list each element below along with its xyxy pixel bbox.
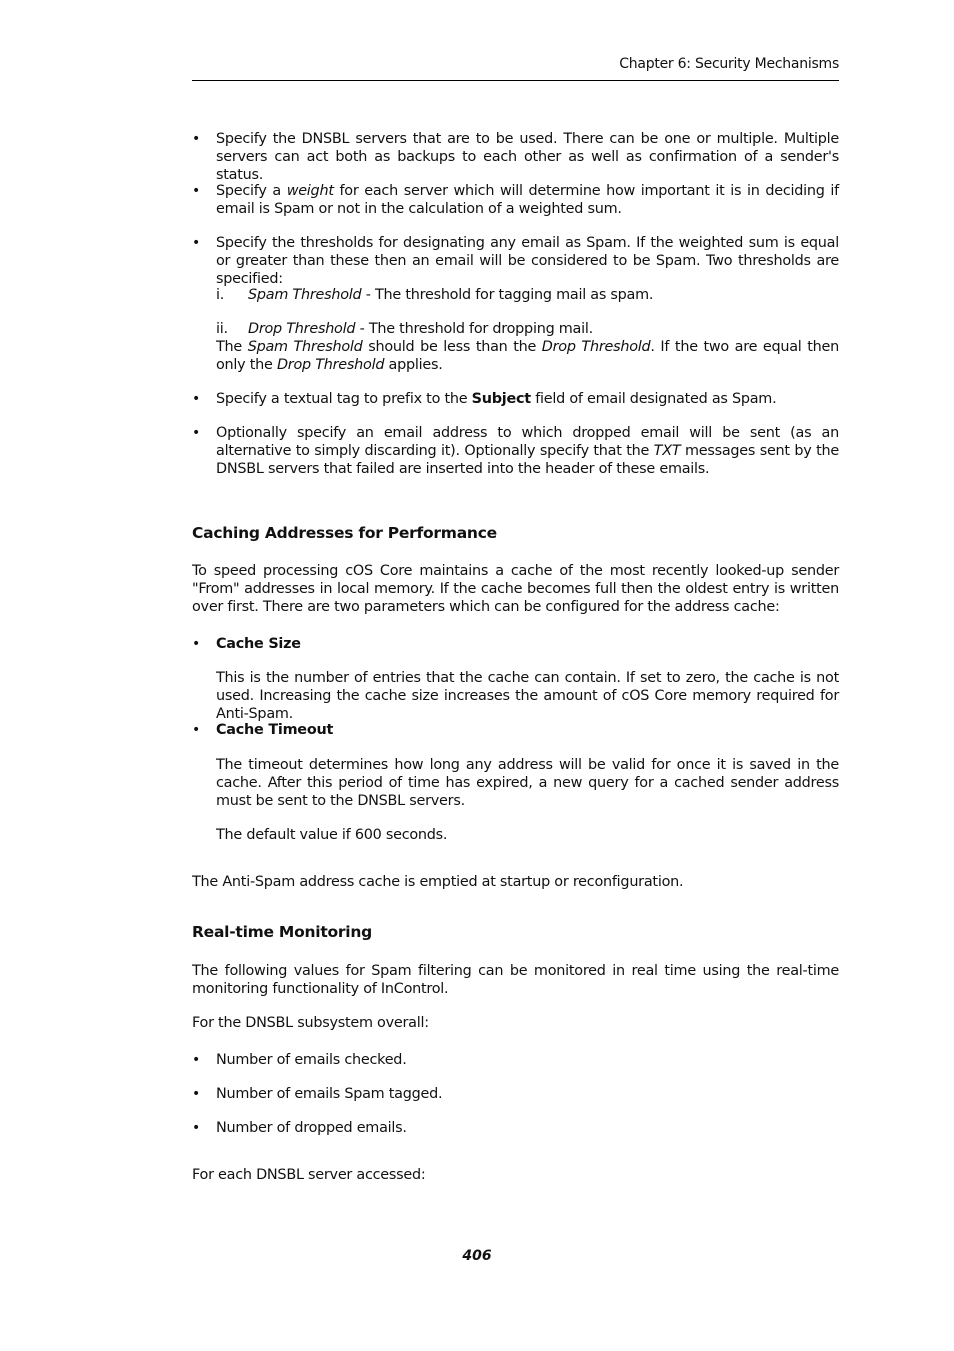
bullet-text: Specify a textual tag to prefix to the Subject field of email designated as Spam. xyxy=(216,391,777,407)
section-heading: Real-time Monitoring xyxy=(192,923,373,941)
bullet-text: Optionally specify an email address to which dropped email will be sent (as an alternative to simply discarding it). Optionally specify that the TXT messages sent by the DNSBL servers that failed are inserted into the header of these emails. xyxy=(216,425,839,477)
paragraph: The following values for Spam filtering can be monitored in real time using the real-time monitoring functionality of InControl. xyxy=(192,963,839,997)
term-title: Cache Size xyxy=(216,636,301,652)
bullet-marker: • xyxy=(192,183,201,199)
bullet-marker: • xyxy=(192,391,201,407)
sub-item-text: Spam Threshold - The threshold for tagging mail as spam. xyxy=(248,287,654,303)
list-item: Number of emails Spam tagged. xyxy=(216,1086,443,1102)
bullet-marker: • xyxy=(192,1052,201,1068)
bullet-marker: • xyxy=(192,1120,201,1136)
paragraph: For each DNSBL server accessed: xyxy=(192,1167,426,1183)
bullet-marker: • xyxy=(192,636,201,652)
threshold-note: The Spam Threshold should be less than the Drop Threshold. If the two are equal then only the Drop Threshold applies. xyxy=(216,339,839,373)
bullet-marker: • xyxy=(192,425,201,441)
paragraph: For the DNSBL subsystem overall: xyxy=(192,1015,429,1031)
header-rule xyxy=(192,80,839,81)
page-number: 406 xyxy=(462,1248,492,1264)
bullet-text: Specify the DNSBL servers that are to be used. There can be one or multiple. Multiple servers can act both as backups to each other as well as confirmation of a sender's status. xyxy=(216,131,839,183)
sub-item-text: Drop Threshold - The threshold for dropping mail. xyxy=(248,321,593,337)
term-description: The default value if 600 seconds. xyxy=(216,827,448,843)
list-item: Number of dropped emails. xyxy=(216,1120,407,1136)
paragraph: To speed processing cOS Core maintains a cache of the most recently looked-up sender "From" addresses in local memory. If the cache becomes full then the oldest entry is written over first. There are two parameters which can be configured for the address cache: xyxy=(192,563,839,615)
bullet-marker: • xyxy=(192,1086,201,1102)
term-description: This is the number of entries that the cache can contain. If set to zero, the cache is not used. Increasing the cache size increases the amount of cOS Core memory required for Anti-Spam. xyxy=(216,670,839,722)
running-header: Chapter 6: Security Mechanisms xyxy=(619,56,839,72)
sub-item-number: i. xyxy=(216,287,225,303)
sub-item-number: ii. xyxy=(216,321,228,337)
bullet-marker: • xyxy=(192,722,201,738)
bullet-text: Specify a weight for each server which will determine how important it is in deciding if email is Spam or not in the calculation of a weighted sum. xyxy=(216,183,839,217)
bullet-text: Specify the thresholds for designating any email as Spam. If the weighted sum is equal or greater than these then an email will be considered to be Spam. Two thresholds are specified: xyxy=(216,235,839,287)
term-description: The timeout determines how long any address will be valid for once it is saved in the cache. After this period of time has expired, a new query for a cached sender address must be sent to the DNSBL servers. xyxy=(216,757,839,809)
bullet-marker: • xyxy=(192,131,201,147)
term-title: Cache Timeout xyxy=(216,722,334,738)
section-heading: Caching Addresses for Performance xyxy=(192,524,497,542)
bullet-marker: • xyxy=(192,235,201,251)
paragraph: The Anti-Spam address cache is emptied at startup or reconfiguration. xyxy=(192,874,684,890)
list-item: Number of emails checked. xyxy=(216,1052,407,1068)
